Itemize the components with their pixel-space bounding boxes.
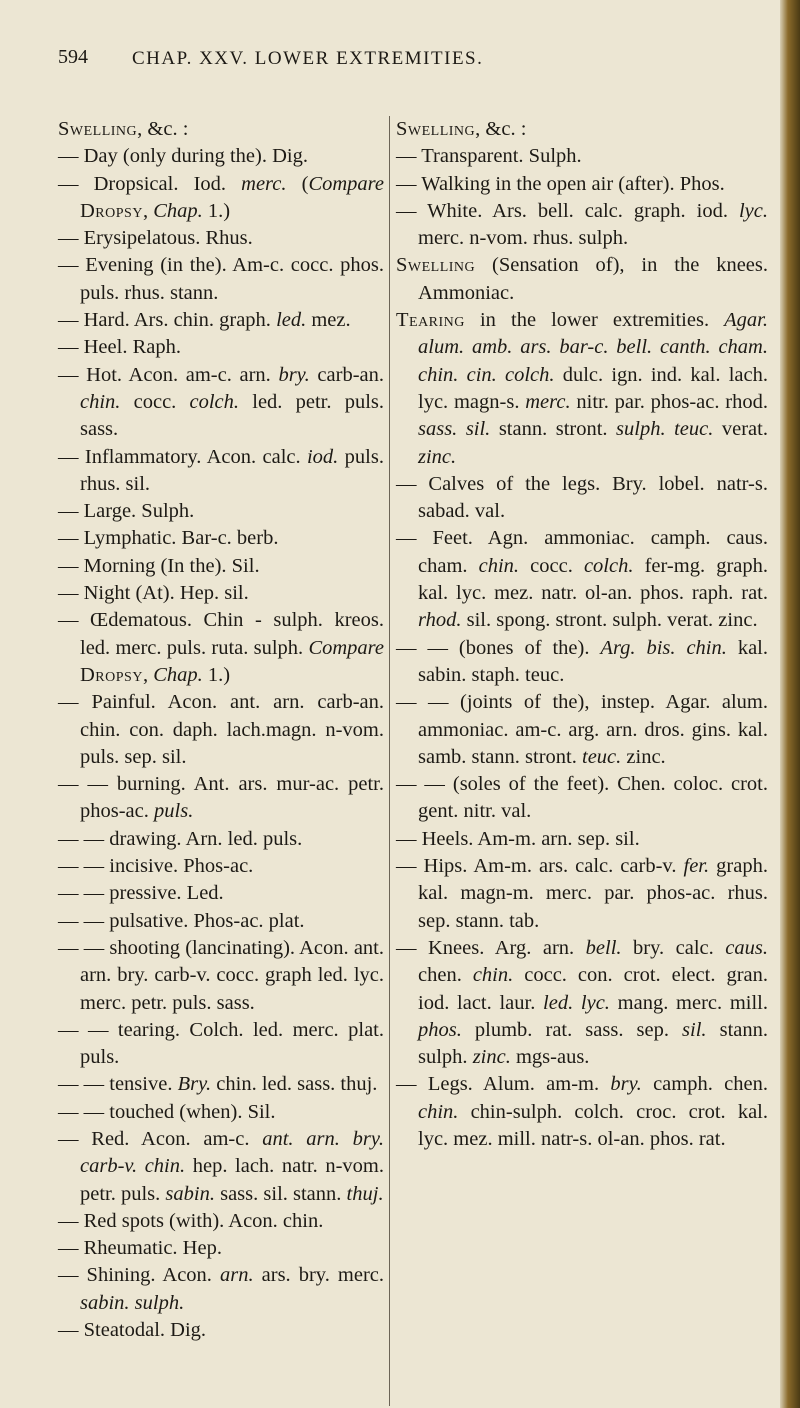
- index-entry: [58, 607, 384, 689]
- entry-text: — Evening (in the). Am-c. cocc. phos. puls. rhus. stann.: [58, 254, 384, 304]
- entry-text: sil. spong. stront. sulph. verat. zinc.: [461, 609, 758, 632]
- entry-text: — — drawing. Arn. led. puls.: [58, 827, 303, 850]
- index-entry: [396, 1071, 768, 1153]
- index-entry: [58, 171, 384, 226]
- entry-text: kal. sabin. staph. teuc.: [418, 636, 768, 686]
- entry-text: Dropsy: [80, 199, 143, 222]
- entry-text: — — pulsative. Phos-ac. plat.: [58, 909, 305, 932]
- entry-text: sass. sil. stann.: [214, 1182, 347, 1205]
- entry-text: — Day (only during the). Dig.: [58, 145, 308, 168]
- entry-text: — — burning. Ant. ars. mur-ac. petr. phos-ac.: [58, 773, 384, 823]
- entry-text: sil.: [682, 1018, 707, 1041]
- entry-text: Agar. alum. amb. ars. bar-c. bell. canth. cham. chin. cin. colch.: [418, 309, 768, 386]
- index-entry: [396, 689, 768, 771]
- entry-text: 1.): [202, 199, 231, 222]
- entry-text: , &c. :: [137, 118, 189, 140]
- index-entry: [396, 116, 768, 143]
- index-entry: [58, 1099, 384, 1126]
- entry-text: — Hard. Ars. chin. graph.: [58, 309, 277, 332]
- entry-text: dulc. ign. ind. kal. lach. lyc. magn-s.: [418, 363, 769, 413]
- entry-text: mgs-aus.: [510, 1046, 590, 1069]
- entry-text: — Transparent. Sulph.: [396, 145, 582, 168]
- entry-text: — — pressive. Led.: [58, 882, 224, 905]
- index-entry: [58, 580, 384, 607]
- entry-text: verat.: [713, 418, 768, 441]
- entry-text: — Erysipelatous. Rhus.: [58, 227, 253, 250]
- entry-text: — — incisive. Phos-ac.: [58, 855, 254, 878]
- entry-text: — Night (At). Hep. sil.: [58, 582, 249, 605]
- index-entry: [396, 635, 768, 690]
- entry-text: chin.: [80, 390, 121, 413]
- index-entry: [58, 1017, 384, 1072]
- entry-text: 1.): [202, 663, 231, 686]
- index-entry: [58, 334, 384, 361]
- index-entry: [58, 771, 384, 826]
- entry-text: zinc.: [472, 1046, 511, 1069]
- index-entry: [58, 225, 384, 252]
- index-entry: [58, 143, 384, 170]
- entry-text: colch.: [189, 390, 240, 413]
- entry-text: — Large. Sulph.: [58, 500, 195, 523]
- entry-text: rhod.: [418, 609, 462, 632]
- entry-text: cocc.: [519, 554, 584, 577]
- index-entry: [396, 853, 768, 935]
- column-divider: [389, 116, 390, 1406]
- entry-text: — Hips. Am-m. ars. calc. carb-v.: [396, 855, 684, 878]
- index-entry: [58, 116, 384, 143]
- index-entry: [396, 525, 768, 634]
- entry-text: — Hot. Acon. am-c. arn.: [58, 363, 279, 386]
- entry-text: ant. arn. bry. carb-v. chin.: [80, 1127, 384, 1178]
- index-entry: [396, 471, 768, 526]
- entry-text: — Morning (In the). Sil.: [58, 554, 260, 577]
- entry-text: — Red spots (with). Acon. chin.: [58, 1209, 324, 1232]
- entry-text: ars. bry. merc.: [253, 1264, 384, 1287]
- entry-text: — Inflammatory. Acon. calc.: [58, 445, 307, 468]
- entry-text: puls. rhus. sil.: [80, 445, 384, 495]
- entry-text: — Heel. Raph.: [58, 336, 181, 359]
- index-entry: [396, 771, 768, 826]
- index-entry: [58, 1317, 384, 1344]
- entry-text: Compare: [308, 636, 384, 659]
- index-entry: [58, 307, 384, 334]
- entry-text: mang. merc. mill.: [609, 991, 768, 1014]
- entry-text: , &c. :: [475, 118, 527, 140]
- index-entry: [58, 1208, 384, 1235]
- entry-text: Swelling: [396, 118, 476, 140]
- entry-text: led.: [276, 309, 307, 332]
- entry-text: ,: [142, 663, 154, 686]
- entry-text: — Calves of the legs. Bry. lobel. natr-s. sabad. val.: [396, 472, 768, 523]
- entry-text: chin-sulph. colch. croc. crot. kal. lyc. mez. mill. natr-s. ol-an. phos. rat.: [418, 1100, 768, 1150]
- entry-text: stann. stront.: [490, 418, 617, 441]
- entry-text: hep. lach. natr. n-vom. petr. puls.: [80, 1155, 384, 1205]
- entry-text: sass. sil.: [418, 418, 491, 441]
- index-entry: [58, 908, 384, 935]
- entry-text: merc.: [525, 390, 571, 413]
- entry-text: — — shooting (lancinating). Acon. ant. arn. bry. carb-v. cocc. graph led. lyc. merc. petr. puls. sass.: [58, 936, 384, 1014]
- entry-text: — Rheumatic. Hep.: [58, 1237, 222, 1260]
- index-entry: [58, 252, 384, 307]
- entry-text: fer.: [683, 855, 710, 878]
- entry-text: plumb. rat. sass. sep.: [461, 1018, 683, 1041]
- entry-text: cocc. con. crot. elect. gran. iod. lact. laur.: [418, 964, 768, 1014]
- index-entry: [396, 143, 768, 170]
- entry-text: colch.: [583, 554, 634, 577]
- index-entry: [58, 498, 384, 525]
- entry-text: stann. sulph.: [418, 1018, 768, 1069]
- entry-text: led. petr. puls. sass.: [80, 390, 384, 441]
- entry-text: — Heels. Am-m. arn. sep. sil.: [396, 827, 640, 850]
- index-entry: [396, 826, 768, 853]
- entry-text: — Knees. Arg. arn.: [396, 936, 586, 959]
- entry-text: (: [286, 172, 309, 195]
- entry-text: bry.: [278, 363, 310, 386]
- index-entry: [58, 1126, 384, 1208]
- entry-text: — Dropsical. Iod.: [58, 172, 242, 195]
- entry-text: Dropsy: [80, 663, 143, 686]
- entry-text: Swelling: [58, 118, 138, 140]
- entry-text: lyc.: [738, 199, 768, 222]
- entry-text: merc.: [241, 172, 287, 195]
- entry-text: chin. led. sass. thuj.: [211, 1073, 378, 1096]
- entry-text: Arg. bis. chin.: [600, 636, 727, 659]
- index-entry: [396, 935, 768, 1071]
- entry-text: sabin. sulph.: [80, 1291, 185, 1314]
- entry-text: chin.: [478, 554, 520, 577]
- entry-text: — — tearing. Colch. led. merc. plat. puls.: [58, 1018, 384, 1069]
- index-entry: [58, 853, 384, 880]
- entry-text: — — touched (when). Sil.: [58, 1100, 276, 1123]
- entry-text: — Walking in the open air (after). Phos.: [396, 172, 725, 195]
- entry-text: — White. Ars. bell. calc. graph. iod.: [396, 199, 739, 222]
- entry-text: caus.: [725, 936, 768, 959]
- entry-text: Chap.: [153, 663, 203, 686]
- entry-text: sulph. teuc.: [616, 418, 714, 441]
- index-entry: [396, 171, 768, 198]
- entry-text: led. lyc.: [543, 991, 610, 1014]
- entry-text: camph. chen.: [641, 1073, 768, 1096]
- entry-text: (Sensation of), in the knees. Ammoniac.: [418, 254, 768, 304]
- entry-text: graph. kal. magn-m. merc. par. phos-ac. rhus. sep. stann. tab.: [418, 855, 768, 932]
- entry-text: cocc.: [120, 390, 190, 413]
- entry-text: — Lymphatic. Bar-c. berb.: [58, 527, 279, 550]
- entry-text: arn.: [219, 1264, 254, 1287]
- entry-text: bry.: [610, 1073, 642, 1096]
- index-entry: [58, 826, 384, 853]
- entry-text: Compare: [308, 172, 384, 195]
- entry-text: — — (bones of the).: [396, 636, 601, 659]
- entry-text: nitr. par. phos-ac. rhod.: [570, 390, 768, 413]
- index-entry: [396, 307, 768, 471]
- index-entry: [58, 1071, 384, 1098]
- entry-text: Bry.: [177, 1073, 212, 1096]
- entry-text: — Œdematous. Chin - sulph. kreos. led. merc. puls. ruta. sulph.: [58, 609, 384, 659]
- entry-text: zinc.: [418, 445, 457, 468]
- entry-text: chin.: [472, 964, 514, 987]
- entry-text: zinc.: [621, 745, 666, 768]
- entry-text: teuc.: [582, 745, 622, 768]
- index-entry: [58, 362, 384, 444]
- entry-text: bell.: [585, 936, 622, 959]
- index-entry: [396, 252, 768, 307]
- left-column: [58, 116, 384, 1344]
- entry-text: mez.: [306, 309, 351, 332]
- entry-text: — Painful. Acon. ant. arn. carb-an. chin. con. daph. lach.magn. n-vom. puls. sep. sil.: [58, 691, 384, 768]
- entry-text: carb-an.: [309, 363, 384, 386]
- entry-text: merc. n-vom. rhus. sulph.: [418, 227, 629, 250]
- page-header: [52, 44, 752, 84]
- entry-text: ,: [142, 199, 154, 222]
- entry-text: Swelling: [396, 254, 476, 277]
- index-entry: [58, 935, 384, 1017]
- index-entry: [396, 198, 768, 253]
- index-entry: [58, 880, 384, 907]
- entry-text: sabin.: [165, 1182, 215, 1205]
- entry-text: Chap.: [153, 199, 203, 222]
- entry-text: — — tensive.: [58, 1073, 178, 1096]
- entry-text: — Legs. Alum. am-m.: [396, 1073, 611, 1096]
- page-number: 594: [58, 46, 88, 68]
- index-entry: [58, 553, 384, 580]
- entry-text: — Shining. Acon.: [58, 1264, 220, 1287]
- entry-text: in the lower extremities.: [464, 309, 725, 332]
- page-edge-shadow: [780, 0, 800, 1408]
- right-column: [396, 116, 768, 1153]
- entry-text: puls.: [154, 800, 194, 823]
- running-head: CHAP. XXV. LOWER EXTREMITIES.: [132, 48, 484, 69]
- index-entry: [58, 525, 384, 552]
- entry-text: bry. calc.: [621, 936, 726, 959]
- index-entry: [58, 689, 384, 771]
- index-entry: [58, 444, 384, 499]
- index-entry: [58, 1235, 384, 1262]
- entry-text: chen.: [418, 964, 473, 987]
- entry-text: iod.: [306, 445, 339, 468]
- entry-text: — Feet. Agn. ammoniac. camph. caus. cham.: [396, 527, 768, 577]
- entry-text: — Red. Acon. am-c.: [58, 1127, 263, 1150]
- entry-text: fer-mg. graph. kal. lyc. mez. natr. ol-an. phos. raph. rat.: [418, 554, 768, 605]
- entry-text: thuj.: [346, 1182, 384, 1205]
- entry-text: phos.: [418, 1018, 462, 1041]
- entry-text: chin.: [418, 1100, 459, 1123]
- entry-text: Tearing: [396, 309, 465, 332]
- entry-text: — Steatodal. Dig.: [58, 1319, 207, 1342]
- index-entry: [58, 1262, 384, 1317]
- entry-text: — — (joints of the), instep. Agar. alum. ammoniac. am-c. arg. arn. dros. gins. kal. samb. stann. stront.: [396, 691, 768, 768]
- entry-text: — — (soles of the feet). Chen. coloc. crot. gent. nitr. val.: [396, 773, 768, 823]
